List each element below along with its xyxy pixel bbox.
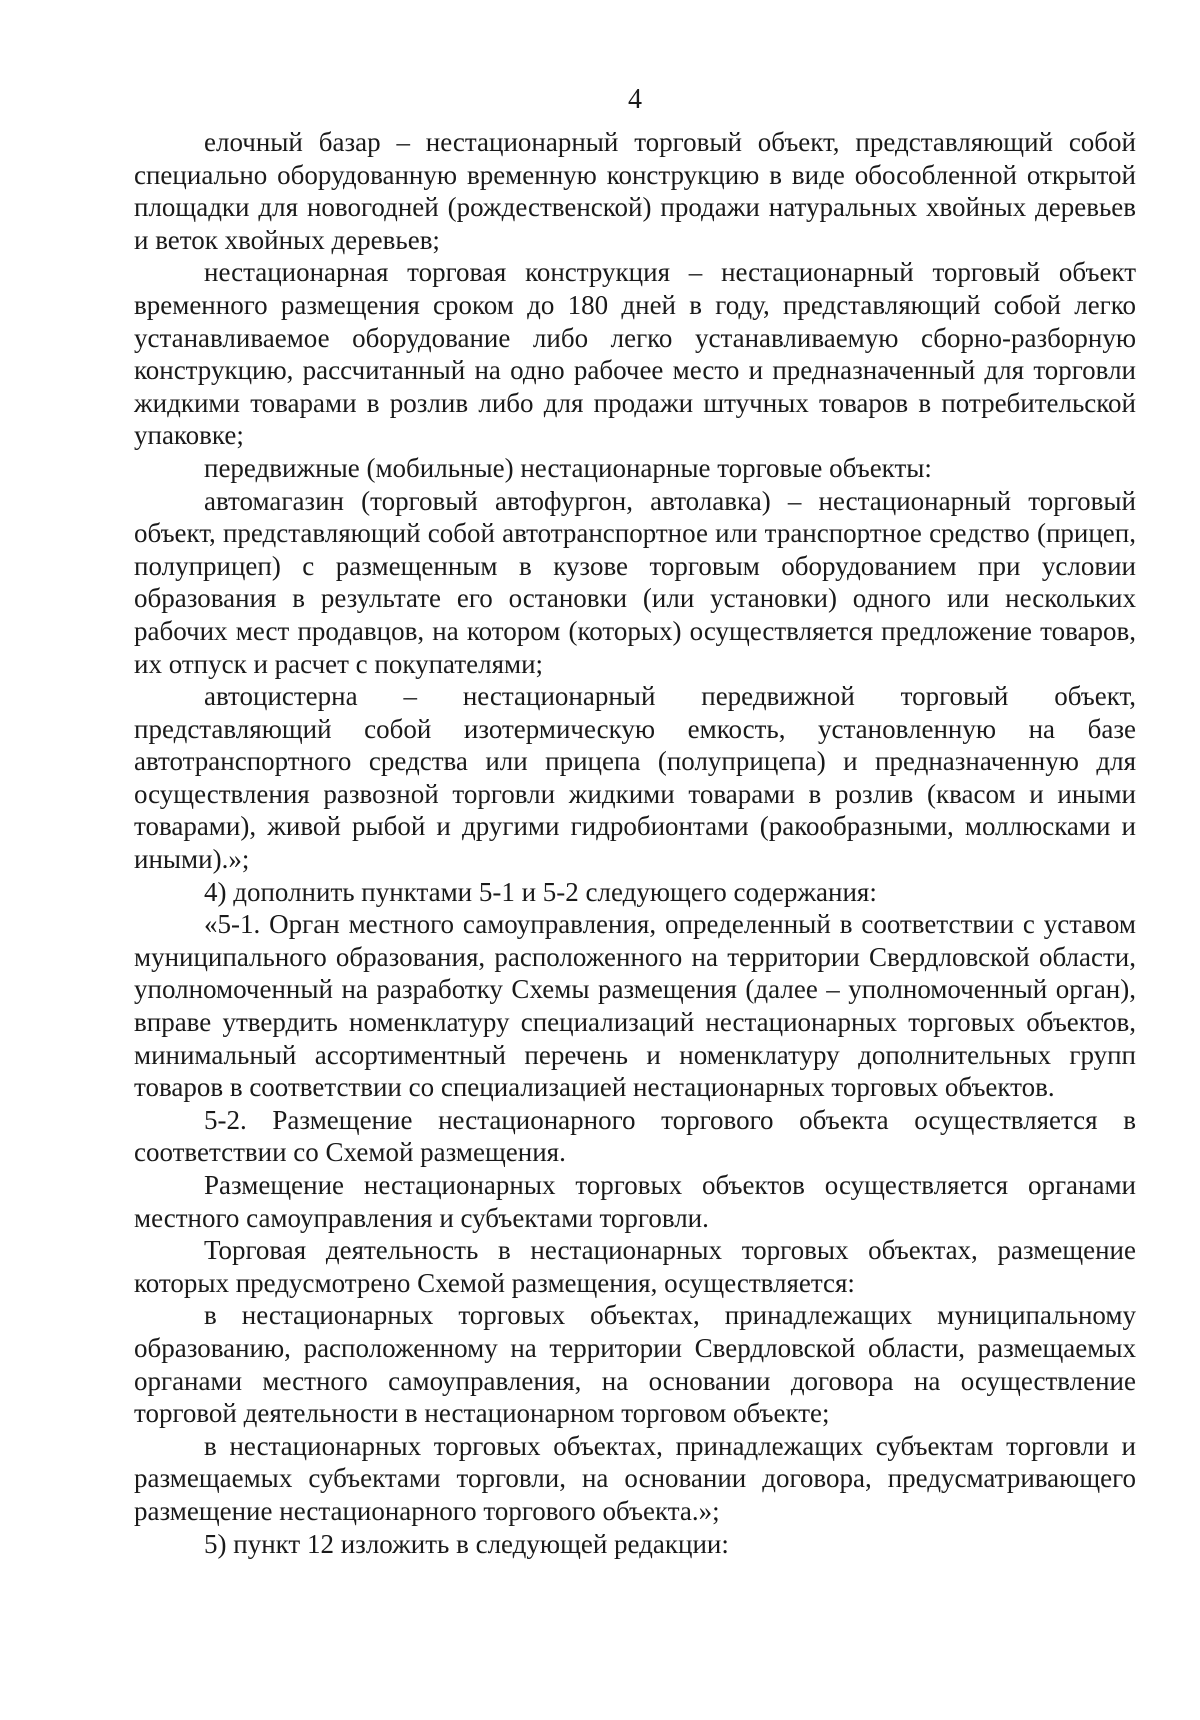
page-number: 4 (628, 84, 642, 115)
paragraph-municipal-objects: в нестационарных торговых объектах, принадлежащих муниципальному образованию, расположенному на территории Свердловской области, размещаемых органами местного самоуправления, на основании договора на осуществление торговой деятельности в нестационарном торговом объекте; (134, 1300, 1136, 1429)
paragraph-avtomagazin: автомагазин (торговый автофургон, автолавка) – нестационарный торговый объект, представляющий собой автотранспортное или транспортное средство (прицеп, полуприцеп) с размещенным в кузове торговым оборудованием при условии образования в результате его остановки (или установки) одного или нескольких рабочих мест продавцов, на котором (которых) осуществляется предложение товаров, их отпуск и расчет с покупателями; (134, 485, 1136, 679)
paragraph-razmeshchenie: Размещение нестационарных торговых объектов осуществляется органами местного самоуправления и субъектами торговли. (134, 1170, 1136, 1233)
paragraph-peredvizhnye-obekty: передвижные (мобильные) нестационарные торговые объекты: (204, 452, 932, 483)
document-body (134, 126, 1136, 1560)
paragraph-clause-5-2: 5-2. Размещение нестационарного торгового объекта осуществляется в соответствии со Схемой размещения. (134, 1104, 1136, 1168)
paragraph-subject-objects: в нестационарных торговых объектах, принадлежащих субъектам торговли и размещаемых субъектами торговли, на основании договора, предусматривающего размещение нестационарного торгового объекта.»; (134, 1430, 1136, 1526)
paragraph-clause-5-1: «5-1. Орган местного самоуправления, определенный в соответствии с уставом муниципального образования, расположенного на территории Свердловской области, уполномоченный на разработку Схемы размещения (далее – уполномоченный орган), вправе утвердить номенклатуру специализаций нестационарных торговых объектов, минимальный ассортиментный перечень и номенклатуру дополнительных групп товаров в соответствии со специализацией нестационарных торговых объектов. (134, 909, 1136, 1103)
paragraph-item-4: 4) дополнить пунктами 5-1 и 5-2 следующего содержания: (204, 876, 877, 907)
paragraph-torgovaya-deyatelnost: Торговая деятельность в нестационарных торговых объектах, размещение которых предусмотрено Схемой размещения, осуществляется: (134, 1235, 1136, 1298)
paragraph-item-5: 5) пункт 12 изложить в следующей редакции: (204, 1528, 729, 1559)
paragraph-torgovaya-konstrukciya: нестационарная торговая конструкция – нестационарный торговый объект временного размещения сроком до 180 дней в году, представляющий собой легко устанавливаемое оборудование либо легко устанавливаемую сборно-разборную конструкцию, рассчитанный на одно рабочее место и предназначенный для торговли жидкими товарами в розлив либо для продажи штучных товаров в потребительской упаковке; (134, 257, 1136, 451)
paragraph-yolochny-bazar: елочный базар – нестационарный торговый объект, представляющий собой специально оборудованную временную конструкцию в виде обособленной открытой площадки для новогодней (рождественской) продажи натуральных хвойных деревьев и веток хвойных деревьев; (134, 127, 1136, 255)
paragraph-avtocisterna: автоцистерна – нестационарный передвижной торговый объект, представляющий собой изотермическую емкость, установленную на базе автотранспортного средства или прицепа (полуприцепа) и предназначенную для осуществления развозной торговли жидкими товарами в розлив (квасом и иными товарами), живой рыбой и другими гидробионтами (ракообразными, моллюсками и иными).»; (134, 681, 1136, 875)
